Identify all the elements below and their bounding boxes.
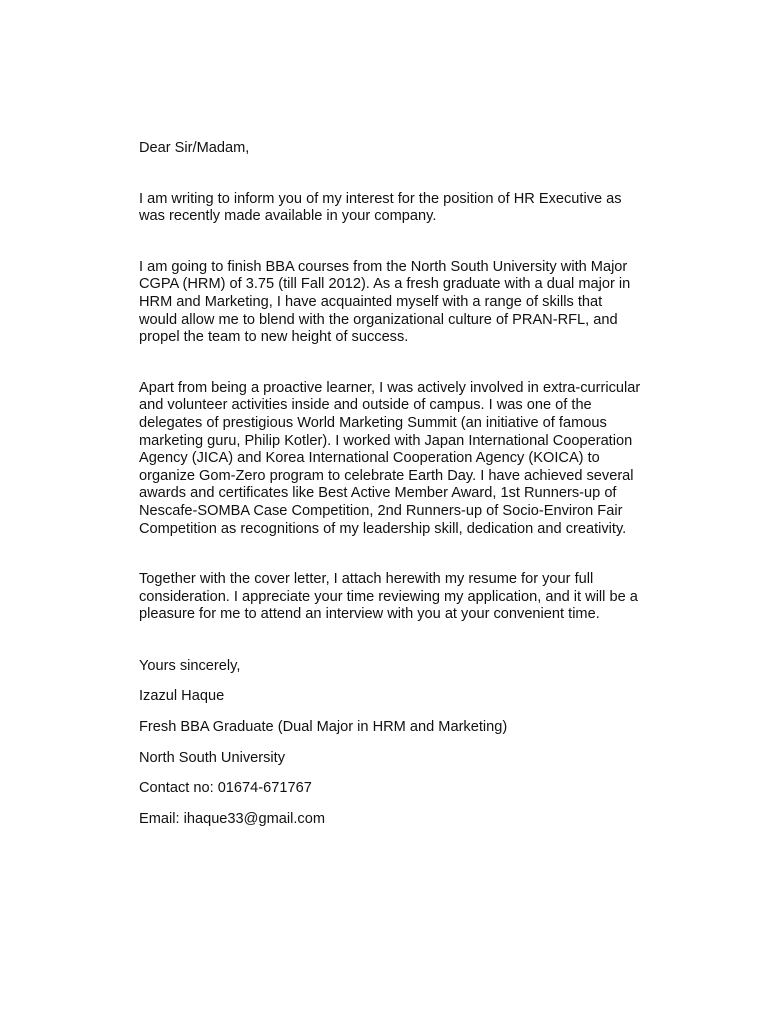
paragraph-attachment	[139, 571, 699, 624]
text-line: delegates of prestigious World Marketing Summit (an initiative of famous	[139, 414, 607, 431]
text-line: HRM and Marketing, I have acquainted myself with a range of skills that	[139, 293, 603, 310]
paragraph-interest	[139, 191, 699, 226]
text-line: was recently made available in your company.	[139, 208, 437, 225]
text-line: pleasure for me to attend an interview with you at your convenient time.	[139, 606, 600, 623]
text-line: Together with the cover letter, I attach herewith my resume for your full	[139, 571, 594, 588]
text-line: and volunteer activities inside and outside of campus. I was one of the	[139, 397, 592, 414]
text-line: Competition as recognitions of my leadership skill, dedication and creativity.	[139, 520, 627, 537]
text-line: consideration. I appreciate your time reviewing my application, and it will be a	[139, 588, 638, 605]
cover-letter	[139, 140, 699, 828]
text-line: I am writing to inform you of my interest for the position of HR Executive as	[139, 190, 622, 207]
signature-name: Izazul Haque	[139, 688, 225, 705]
text-line: propel the team to new height of success.	[139, 329, 409, 346]
paragraph-education	[139, 259, 699, 347]
signature-email: Email: ihaque33@gmail.com	[139, 810, 325, 827]
text-line: I am going to finish BBA courses from the North South University with Major	[139, 258, 628, 275]
closing: Yours sincerely,	[139, 657, 241, 674]
text-line: Apart from being a proactive learner, I was actively involved in extra-curricular	[139, 379, 641, 396]
signature-title: Fresh BBA Graduate (Dual Major in HRM and Marketing)	[139, 719, 508, 736]
text-line: Nescafe-SOMBA Case Competition, 2nd Runners-up of Socio-Environ Fair	[139, 502, 623, 519]
signature-contact: Contact no: 01674-671767	[139, 780, 312, 797]
text-line: organize Gom-Zero program to celebrate Earth Day. I have achieved several	[139, 467, 634, 484]
signature-university: North South University	[139, 749, 285, 766]
text-line: would allow me to blend with the organizational culture of PRAN-RFL, and	[139, 311, 618, 328]
salutation: Dear Sir/Madam,	[139, 140, 250, 156]
text-line: marketing guru, Philip Kotler). I worked with Japan International Cooperation	[139, 432, 633, 449]
text-line: CGPA (HRM) of 3.75 (till Fall 2012). As a fresh graduate with a dual major in	[139, 276, 631, 293]
text-line: awards and certificates like Best Active Member Award, 1st Runners-up of	[139, 485, 617, 502]
paragraph-activities	[139, 380, 699, 538]
text-line: Agency (JICA) and Korea International Cooperation Agency (KOICA) to	[139, 450, 600, 467]
